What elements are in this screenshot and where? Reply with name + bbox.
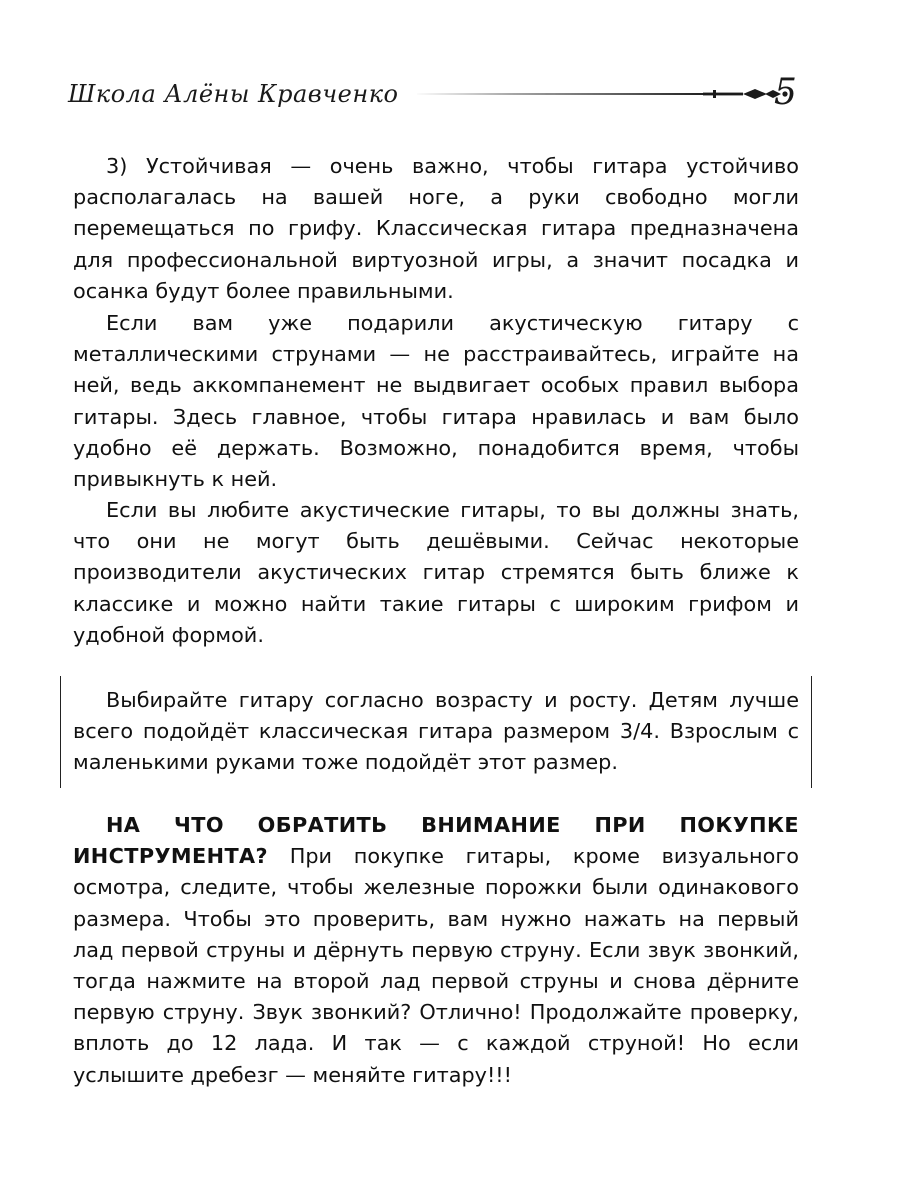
- note-left-rule: [60, 676, 61, 788]
- page-header: [68, 72, 808, 124]
- page-number: 5: [774, 72, 797, 113]
- paragraph-acoustic-gift: Если вам уже подарили акустическую гитару с металлическими струнами — не расстраивайтесь, играйте на ней, ведь аккомпанемент не выдвигает особых правил выбора гитары. Здесь главное, чтобы гитара нравилась и вам было удобно её держать. Возможно, понадобится время, чтобы привыкнуть к ней.: [73, 311, 799, 492]
- section-purchase: [73, 810, 799, 1091]
- section-text: При покупке гитары, кроме визуального осмотра, следите, чтобы железные порожки были одинакового размера. Чтобы это проверить, вам нужно нажать на первый лад первой струны и дёрнуть первую струну. Если звук звонкий, тогда нажмите на второй лад первой струны и снова дёрните первую струну. Звук звонкий? Отлично! Продолжайте проверку, вплоть до 12 лада. И так — с каждой струной! Но если услышите дребезг — меняйте гитару!!!: [73, 844, 799, 1087]
- note-text: Выбирайте гитару согласно возрасту и росту. Детям лучше всего подойдёт классическая гитара размером 3/4. Взрослым с маленькими руками тоже подойдёт этот размер.: [73, 688, 799, 775]
- section-heading: НА ЧТО ОБРАТИТЬ ВНИМАНИЕ ПРИ ПОКУПКЕ ИНСТРУМЕНТА?: [73, 813, 799, 869]
- paragraph-acoustic-price: Если вы любите акустические гитары, то вы должны знать, что они не могут быть дешёвыми. Сейчас некоторые производители акустических гитар стремятся быть ближе к классике и можно найти такие гитары с широким грифом и удобной формой.: [73, 498, 799, 647]
- pen-ornament-icon: [413, 86, 788, 102]
- paragraph-stability: 3) Устойчивая — очень важно, чтобы гитара устойчиво располагалась на вашей ноге, а руки свободно могли перемещаться по грифу. Классическая гитара предназначена для профессиональной виртуозной игры, а значит посадка и осанка будут более правильными.: [73, 154, 799, 303]
- note-right-rule: [811, 676, 812, 788]
- note-box: [60, 676, 812, 788]
- running-title: Школа Алёны Кравченко: [68, 80, 399, 108]
